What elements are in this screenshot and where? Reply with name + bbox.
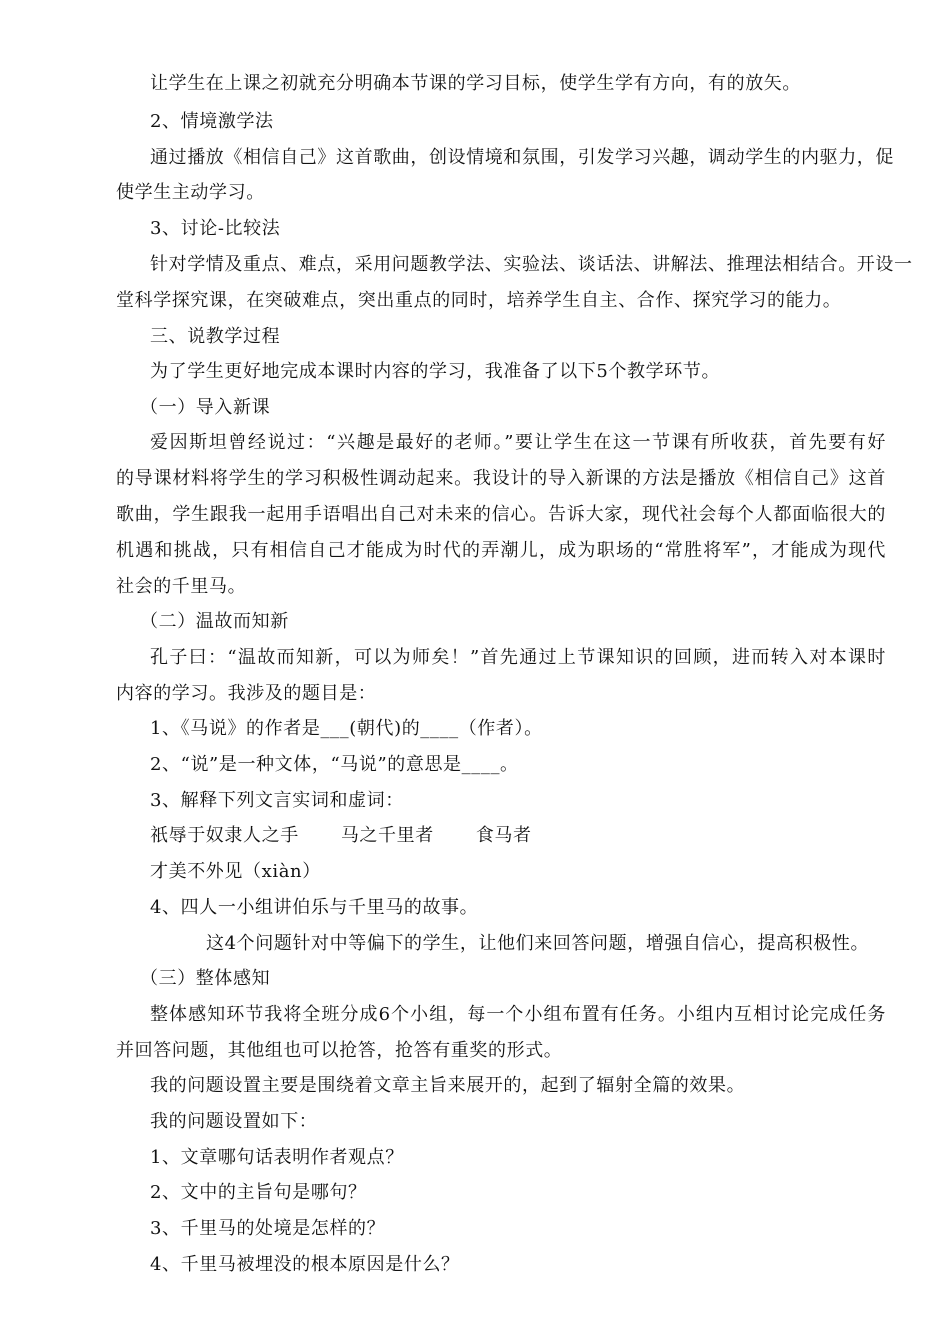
paragraph-line: 并回答问题，其他组也可以抢答，抢答有重奖的形式。 — [116, 1040, 563, 1061]
paragraph-line: 这4个问题针对中等偏下的学生，让他们来回答问题，增强自信心，提高积极性。 — [206, 933, 870, 954]
question-item: 3、解释下列文言实词和虚词： — [150, 790, 404, 811]
paragraph-line: 孔子曰：“温故而知新，可以为师矣！”首先通过上节课知识的回顾，进而转入对本课时 — [150, 647, 886, 668]
question-item: 4、千里马被埋没的根本原因是什么？ — [150, 1254, 460, 1275]
paragraph-line: 机遇和挑战，只有相信自己才能成为时代的弄潮儿，成为职场的“常胜将军”，才能成为现代 — [116, 540, 886, 561]
paragraph-line: 爱因斯坦曾经说过：“兴趣是最好的老师。”要让学生在这一节课有所收获，首先要有好 — [150, 432, 886, 453]
paragraph-line: 歌曲，学生跟我一起用手语唱出自己对未来的信心。告诉大家，现代社会每个人都面临很大的 — [116, 504, 886, 525]
subsection-heading-introduction: （一）导入新课 — [140, 397, 271, 418]
subsection-heading-overall-perception: （三）整体感知 — [140, 968, 271, 989]
paragraph-line: 堂科学探究课，在突破难点，突出重点的同时，培养学生自主、合作、探究学习的能力。 — [116, 290, 842, 311]
section-heading-situation-method: 2、情境激学法 — [150, 111, 274, 132]
paragraph-line: 使学生主动学习。 — [116, 182, 265, 203]
paragraph-line: 内容的学习。我涉及的题目是： — [116, 683, 377, 704]
paragraph-line: 让学生在上课之初就充分明确本节课的学习目标，使学生学有方向，有的放矢。 — [150, 73, 801, 94]
vocabulary-term: 食马者 — [475, 825, 532, 846]
question-item: 3、千里马的处境是怎样的？ — [150, 1218, 386, 1239]
paragraph-line: 为了学生更好地完成本课时内容的学习，我准备了以下5个教学环节。 — [150, 361, 721, 382]
question-item: 4、四人一小组讲伯乐与千里马的故事。 — [150, 897, 479, 918]
paragraph-line: 通过播放《相信自己》这首歌曲，创设情境和氛围，引发学习兴趣，调动学生的内驱力，促 — [150, 147, 894, 168]
question-item: 1、文章哪句话表明作者观点？ — [150, 1147, 404, 1168]
paragraph-line: 针对学情及重点、难点，采用问题教学法、实验法、谈话法、讲解法、推理法相结合。开设一 — [150, 254, 913, 275]
question-item: 1、《马说》的作者是___(朝代)的____（作者）。 — [150, 718, 543, 739]
paragraph-line: 我的问题设置主要是围绕着文章主旨来展开的，起到了辐射全篇的效果。 — [150, 1075, 746, 1096]
paragraph-line: 社会的千里马。 — [116, 576, 247, 597]
vocabulary-row — [150, 824, 886, 848]
vocabulary-term: 马之千里者 — [340, 825, 434, 846]
paragraph-line: 的导课材料将学生的学习积极性调动起来。我设计的导入新课的方法是播放《相信自己》这首 — [116, 468, 886, 489]
section-heading-teaching-process: 三、说教学过程 — [150, 326, 281, 347]
paragraph-line: 我的问题设置如下： — [150, 1111, 318, 1132]
section-heading-discussion-method: 3、讨论-比较法 — [150, 218, 281, 239]
subsection-heading-review: （二）温故而知新 — [140, 611, 289, 632]
vocabulary-term: 祇辱于奴隶人之手 — [150, 825, 299, 846]
paragraph-line: 整体感知环节我将全班分成6个小组，每一个小组布置有任务。小组内互相讨论完成任务 — [150, 1004, 886, 1025]
question-item: 2、文中的主旨句是哪句？ — [150, 1182, 367, 1203]
question-item: 2、“说”是一种文体，“马说”的意思是____。 — [150, 754, 519, 775]
vocabulary-term: 才美不外见（xiàn） — [150, 861, 321, 882]
